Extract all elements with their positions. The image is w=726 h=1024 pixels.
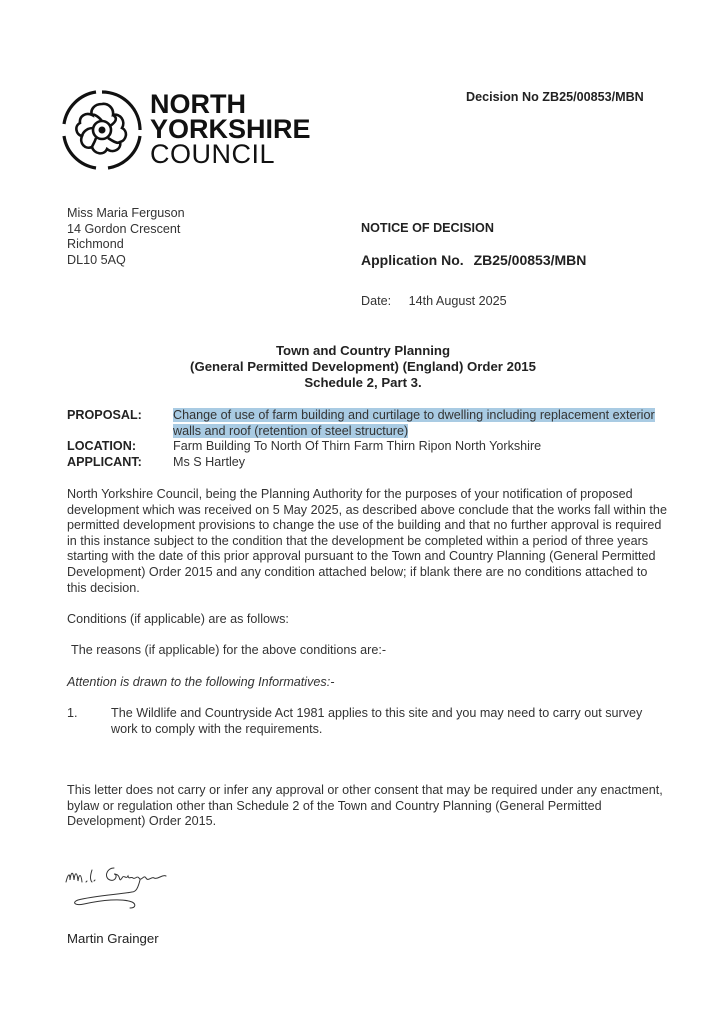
- proposal-label: PROPOSAL:: [67, 408, 142, 422]
- logo-line-yorkshire: YORKSHIRE: [150, 114, 311, 144]
- signature-icon: [62, 862, 182, 922]
- recipient-town: Richmond: [67, 237, 124, 251]
- decision-paragraph: North Yorkshire Council, being the Planning Authority for the purposes of your notification of proposed development which was received on 5 May 2025, as described above conclude that the works fall within the permitted development provisions to change the use of the building and that no further approval is required in this instance subject to the condition that the development be completed within a period of three years starting with the date of this prior approval pursuant to the Town and Country Planning (General Permitted Development) Order 2015 and any condition attached below; if blank there are no conditions attached to this decision.: [67, 487, 667, 595]
- proposal-text-line-2[interactable]: walls and roof (retention of steel structure): [173, 423, 409, 438]
- location-row: [67, 439, 707, 455]
- informative-item: [67, 706, 667, 737]
- reasons-text: The reasons (if applicable) for the above conditions are:-: [71, 643, 387, 657]
- signatory-name: Martin Grainger: [67, 931, 159, 946]
- applicant-row: [67, 455, 707, 471]
- council-logo: [60, 88, 320, 172]
- notice-heading: NOTICE OF DECISION: [361, 221, 494, 235]
- legislation-title: [0, 343, 726, 391]
- applicant-value: Ms S Hartley: [173, 454, 246, 469]
- application-details: [67, 408, 707, 470]
- location-label: LOCATION:: [67, 439, 137, 453]
- recipient-postcode: DL10 5AQ: [67, 252, 126, 267]
- legislation-line-2: (General Permitted Development) (England) Order 2015: [190, 359, 536, 374]
- informatives-heading: Attention is drawn to the following Informatives:-: [67, 675, 335, 689]
- location-value: Farm Building To North Of Thirn Farm Thirn Ripon North Yorkshire: [173, 439, 542, 453]
- recipient-name: Miss Maria Ferguson: [67, 206, 185, 220]
- proposal-text-line-1[interactable]: Change of use of farm building and curtilage to dwelling including replacement exterior: [173, 408, 655, 422]
- application-number-line: [361, 252, 586, 268]
- logo-line-council: COUNCIL: [150, 139, 276, 169]
- yorkshire-rose-icon: [60, 88, 144, 172]
- legislation-line-3: Schedule 2, Part 3.: [304, 375, 422, 390]
- decision-number: Decision No ZB25/00853/MBN: [466, 90, 644, 104]
- recipient-address: [67, 206, 185, 268]
- proposal-value[interactable]: [173, 408, 655, 439]
- recipient-street: 14 Gordon Crescent: [67, 221, 181, 236]
- proposal-row: [67, 408, 707, 439]
- disclaimer-paragraph: This letter does not carry or infer any approval or other consent that may be required under any enactment, bylaw or regulation other than Schedule 2 of the Town and Country Planning (General Permitted Development) Order 2015.: [67, 783, 663, 829]
- informative-text: The Wildlife and Countryside Act 1981 applies to this site and you may need to carry out survey work to comply with the requirements.: [111, 706, 643, 736]
- legislation-line-1: Town and Country Planning: [275, 343, 451, 358]
- logo-line-north: NORTH: [150, 89, 246, 119]
- informative-number: 1.: [67, 706, 78, 720]
- applicant-label: APPLICANT:: [67, 454, 142, 469]
- application-label: Application No.: [361, 252, 464, 268]
- date-label: Date:: [361, 294, 392, 308]
- conditions-text: Conditions (if applicable) are as follows:: [67, 612, 289, 626]
- council-wordmark: [150, 89, 311, 169]
- date-value: 14th August 2025: [408, 294, 507, 308]
- application-number: ZB25/00853/MBN: [473, 252, 587, 268]
- date-line: [361, 294, 507, 308]
